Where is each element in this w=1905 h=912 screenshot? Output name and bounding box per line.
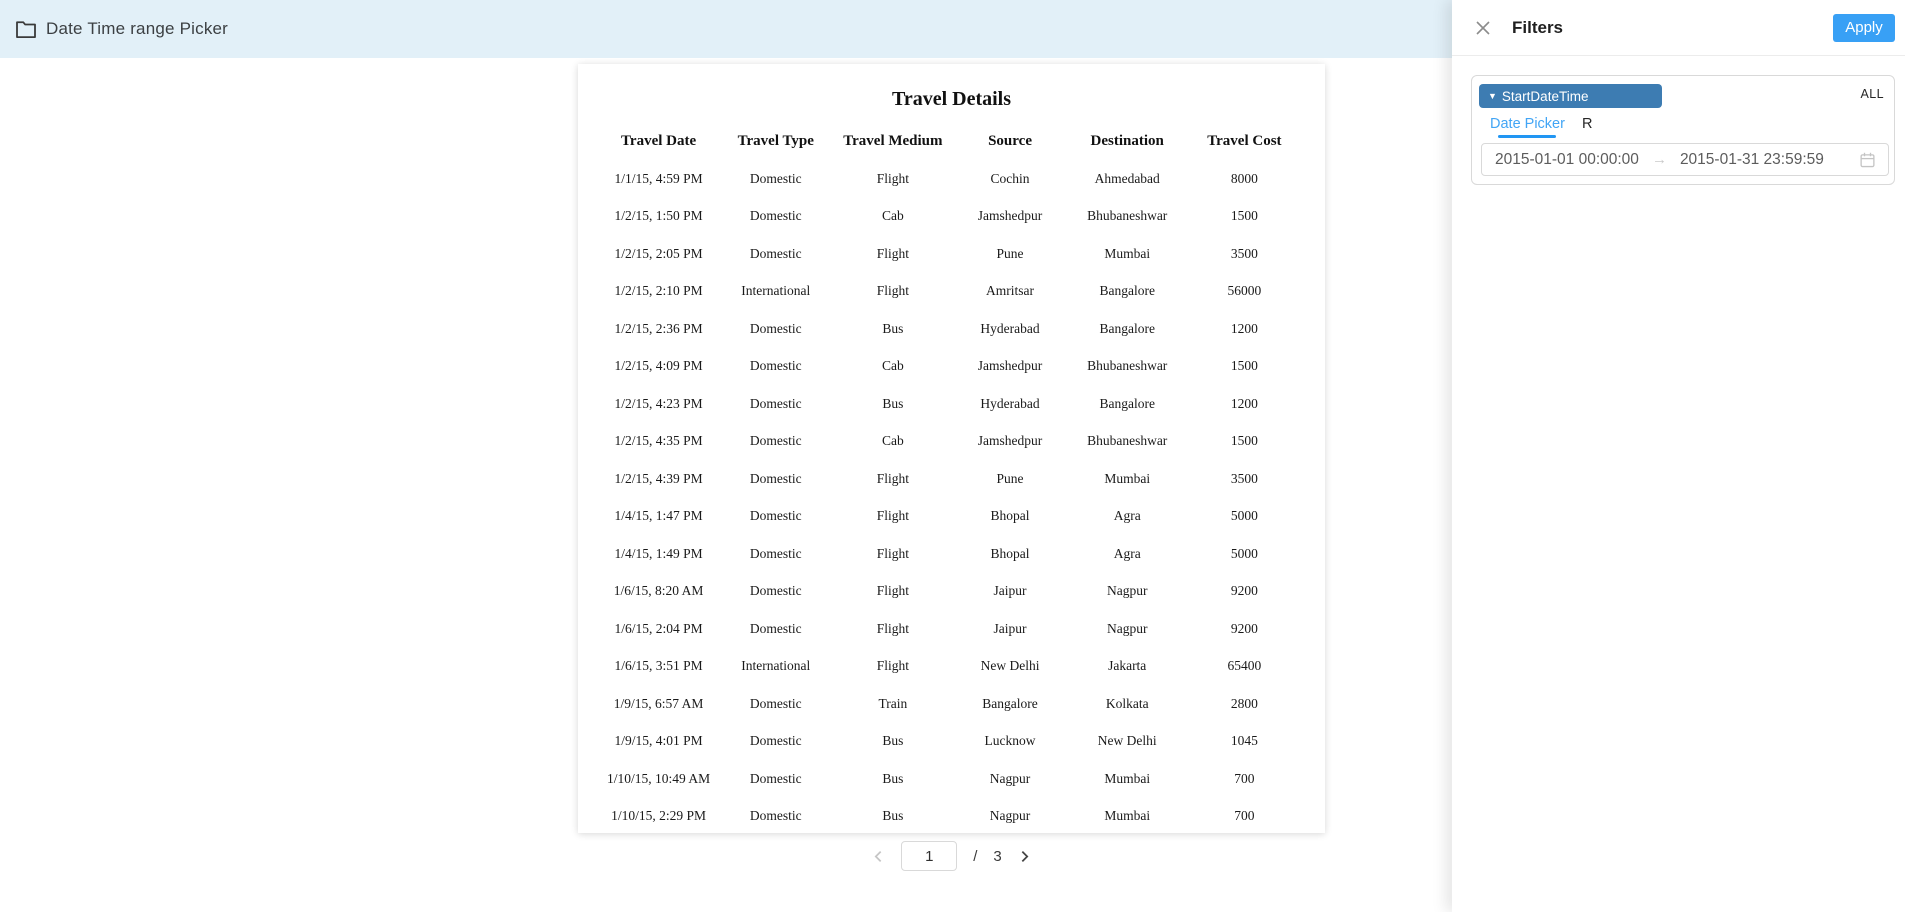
cell-travel-medium: Flight xyxy=(876,508,910,524)
cell-source: Cochin xyxy=(990,170,1030,186)
scope-all-label[interactable]: ALL xyxy=(1860,87,1884,101)
cell-travel-type: Domestic xyxy=(749,170,802,186)
table-row xyxy=(600,723,1303,761)
table-header-row xyxy=(600,122,1303,160)
column-header: Destination xyxy=(1090,132,1164,149)
cell-destination: Nagpur xyxy=(1106,583,1148,599)
column-header: Travel Medium xyxy=(843,132,943,149)
tab-date-picker[interactable] xyxy=(1490,116,1565,138)
cell-travel-medium: Cab xyxy=(882,358,904,374)
table-row xyxy=(600,198,1303,236)
cell-travel-type: Domestic xyxy=(749,208,802,224)
cell-travel-cost: 3500 xyxy=(1230,245,1258,261)
column-header: Source xyxy=(988,132,1032,149)
cell-travel-date: 1/1/15, 4:59 PM xyxy=(614,170,703,186)
cell-travel-date: 1/2/15, 2:05 PM xyxy=(614,245,703,261)
cell-travel-date: 1/9/15, 4:01 PM xyxy=(614,733,703,749)
table-row xyxy=(600,235,1303,273)
cell-travel-date: 1/6/15, 3:51 PM xyxy=(614,658,703,674)
table-row xyxy=(600,460,1303,498)
cell-travel-type: Domestic xyxy=(749,583,802,599)
cell-travel-medium: Bus xyxy=(882,320,904,336)
page-separator: / xyxy=(973,847,978,865)
cell-travel-date: 1/2/15, 2:36 PM xyxy=(614,320,703,336)
cell-destination: Mumbai xyxy=(1104,470,1151,486)
cell-travel-type: Domestic xyxy=(749,320,802,336)
table-row xyxy=(600,310,1303,348)
cell-travel-medium: Flight xyxy=(876,245,910,261)
cell-travel-cost: 1500 xyxy=(1230,358,1258,374)
current-page: 1 xyxy=(925,847,934,865)
chevron-left-icon[interactable] xyxy=(872,850,885,863)
tab-ink-bar xyxy=(1498,135,1556,138)
cell-source: Nagpur xyxy=(989,770,1031,786)
cell-source: Hyderabad xyxy=(980,395,1040,411)
cell-destination: Agra xyxy=(1113,508,1141,524)
cell-source: Lucknow xyxy=(984,733,1036,749)
table-row xyxy=(600,685,1303,723)
table-row xyxy=(600,535,1303,573)
report-card xyxy=(578,64,1325,833)
cell-travel-medium: Cab xyxy=(882,433,904,449)
cell-travel-type: Domestic xyxy=(749,245,802,261)
cell-travel-cost: 8000 xyxy=(1230,170,1258,186)
cell-travel-date: 1/6/15, 8:20 AM xyxy=(613,583,704,599)
column-header: Travel Type xyxy=(737,132,814,149)
cell-travel-date: 1/10/15, 2:29 PM xyxy=(611,808,707,824)
cell-destination: Bhubaneshwar xyxy=(1087,433,1168,449)
table-row xyxy=(600,160,1303,198)
calendar-icon[interactable] xyxy=(1860,152,1875,168)
cell-travel-cost: 65400 xyxy=(1227,658,1262,674)
cell-travel-cost: 5000 xyxy=(1230,545,1258,561)
cell-travel-date: 1/2/15, 4:35 PM xyxy=(614,433,703,449)
cell-travel-type: Domestic xyxy=(749,545,802,561)
cell-travel-medium: Bus xyxy=(882,395,904,411)
cell-travel-medium: Cab xyxy=(882,208,904,224)
table-row xyxy=(600,610,1303,648)
cell-travel-cost: 1500 xyxy=(1230,433,1258,449)
cell-travel-type: Domestic xyxy=(749,395,802,411)
table-row xyxy=(600,498,1303,536)
filters-panel-header xyxy=(1452,0,1905,56)
cell-source: Bhopal xyxy=(990,545,1030,561)
cell-source: Nagpur xyxy=(989,808,1031,824)
cell-destination: Mumbai xyxy=(1104,770,1151,786)
tab-r[interactable] xyxy=(1582,116,1592,138)
cell-travel-date: 1/2/15, 4:09 PM xyxy=(614,358,703,374)
column-header: Travel Cost xyxy=(1207,132,1282,149)
range-start-value[interactable]: 2015-01-01 00:00:00 xyxy=(1495,150,1639,168)
pagination xyxy=(578,838,1325,874)
cell-destination: Bangalore xyxy=(1099,283,1155,299)
cell-travel-type: Domestic xyxy=(749,470,802,486)
cell-source: Jamshedpur xyxy=(977,208,1043,224)
cell-travel-medium: Flight xyxy=(876,658,910,674)
cell-travel-type: Domestic xyxy=(749,695,802,711)
cell-destination: Jakarta xyxy=(1108,658,1147,674)
page-title: Date Time range Picker xyxy=(46,19,229,38)
cell-travel-cost: 9200 xyxy=(1230,583,1258,599)
filters-panel xyxy=(1452,0,1905,912)
table-row xyxy=(600,385,1303,423)
cell-source: Bangalore xyxy=(982,695,1038,711)
cell-travel-cost: 700 xyxy=(1234,808,1255,824)
cell-travel-cost: 56000 xyxy=(1227,283,1262,299)
table-row xyxy=(600,273,1303,311)
close-icon[interactable] xyxy=(1475,20,1491,36)
cell-destination: Mumbai xyxy=(1104,808,1151,824)
cell-travel-medium: Flight xyxy=(876,545,910,561)
cell-travel-type: Domestic xyxy=(749,808,802,824)
cell-travel-date: 1/2/15, 4:23 PM xyxy=(614,395,703,411)
cell-travel-medium: Flight xyxy=(876,283,910,299)
cell-source: Pune xyxy=(996,245,1024,261)
cell-destination: Mumbai xyxy=(1104,245,1151,261)
table-row xyxy=(600,423,1303,461)
filter-group-startdatetime xyxy=(1471,75,1895,185)
cell-destination: Kolkata xyxy=(1105,695,1149,711)
table-row xyxy=(600,798,1303,834)
cell-source: Jamshedpur xyxy=(977,358,1043,374)
cell-travel-medium: Train xyxy=(878,695,908,711)
cell-travel-type: Domestic xyxy=(749,733,802,749)
cell-travel-cost: 1500 xyxy=(1230,208,1258,224)
cell-destination: Nagpur xyxy=(1106,620,1148,636)
cell-travel-type: Domestic xyxy=(749,620,802,636)
cell-travel-type: Domestic xyxy=(749,358,802,374)
cell-destination: Bhubaneshwar xyxy=(1087,358,1168,374)
cell-travel-cost: 5000 xyxy=(1230,508,1258,524)
cell-travel-cost: 1200 xyxy=(1230,320,1258,336)
cell-travel-date: 1/6/15, 2:04 PM xyxy=(614,620,703,636)
date-range-input[interactable] xyxy=(1481,143,1889,176)
cell-source: Jamshedpur xyxy=(977,433,1043,449)
cell-travel-date: 1/2/15, 1:50 PM xyxy=(614,208,703,224)
cell-destination: New Delhi xyxy=(1097,733,1157,749)
cell-travel-cost: 1200 xyxy=(1230,395,1258,411)
cell-travel-type: Domestic xyxy=(749,433,802,449)
cell-source: Hyderabad xyxy=(980,320,1040,336)
cell-travel-type: International xyxy=(741,658,811,674)
filter-field-row xyxy=(1479,84,1884,108)
cell-travel-medium: Flight xyxy=(876,470,910,486)
total-pages: 3 xyxy=(993,847,1002,865)
cell-source: Jaipur xyxy=(993,583,1027,599)
cell-travel-type: Domestic xyxy=(749,508,802,524)
cell-source: Amritsar xyxy=(986,283,1035,299)
cell-travel-cost: 1045 xyxy=(1230,733,1258,749)
filters-title: Filters xyxy=(1512,17,1564,37)
cell-source: New Delhi xyxy=(980,658,1040,674)
cell-travel-medium: Flight xyxy=(876,170,910,186)
table-row xyxy=(600,760,1303,798)
cell-travel-medium: Flight xyxy=(876,620,910,636)
cell-source: Jaipur xyxy=(993,620,1027,636)
cell-travel-date: 1/4/15, 1:47 PM xyxy=(614,508,703,524)
travel-details-table xyxy=(600,122,1303,833)
table-row xyxy=(600,648,1303,686)
cell-source: Pune xyxy=(996,470,1024,486)
cell-travel-date: 1/9/15, 6:57 AM xyxy=(613,695,704,711)
cell-destination: Bhubaneshwar xyxy=(1087,208,1168,224)
apply-button[interactable]: Apply xyxy=(1833,14,1895,42)
cell-travel-medium: Flight xyxy=(876,583,910,599)
filter-tabs xyxy=(1479,116,1884,138)
field-dropdown-button[interactable] xyxy=(1479,84,1662,108)
cell-travel-date: 1/10/15, 10:49 AM xyxy=(607,770,711,786)
cell-travel-cost: 2800 xyxy=(1230,695,1258,711)
table-row xyxy=(600,573,1303,611)
report-title: Travel Details xyxy=(891,88,1012,110)
range-arrow-icon: → xyxy=(1651,151,1667,168)
caret-down-icon: ▼ xyxy=(1488,91,1497,101)
cell-destination: Agra xyxy=(1113,545,1141,561)
cell-travel-date: 1/2/15, 2:10 PM xyxy=(614,283,703,299)
cell-travel-medium: Bus xyxy=(882,770,904,786)
range-end-value[interactable]: 2015-01-31 23:59:59 xyxy=(1679,150,1824,168)
tab-label: R xyxy=(1581,116,1593,132)
cell-travel-date: 1/2/15, 4:39 PM xyxy=(614,470,703,486)
table-row xyxy=(600,348,1303,386)
cell-travel-cost: 9200 xyxy=(1230,620,1258,636)
cell-travel-medium: Bus xyxy=(882,733,904,749)
chevron-right-icon[interactable] xyxy=(1018,850,1031,863)
cell-destination: Bangalore xyxy=(1099,395,1155,411)
app-header xyxy=(0,0,1452,58)
column-header: Travel Date xyxy=(621,132,697,149)
tab-label: Date Picker xyxy=(1490,116,1565,132)
cell-travel-cost: 3500 xyxy=(1230,470,1258,486)
cell-destination: Bangalore xyxy=(1099,320,1155,336)
cell-destination: Ahmedabad xyxy=(1094,170,1160,186)
cell-travel-medium: Bus xyxy=(882,808,904,824)
folder-icon xyxy=(15,20,37,38)
page-number-input[interactable] xyxy=(901,841,957,871)
cell-source: Bhopal xyxy=(990,508,1030,524)
cell-travel-cost: 700 xyxy=(1234,770,1255,786)
cell-travel-date: 1/4/15, 1:49 PM xyxy=(614,545,703,561)
cell-travel-type: Domestic xyxy=(749,770,802,786)
field-name-label: StartDateTime xyxy=(1501,88,1589,104)
cell-travel-type: International xyxy=(741,283,811,299)
